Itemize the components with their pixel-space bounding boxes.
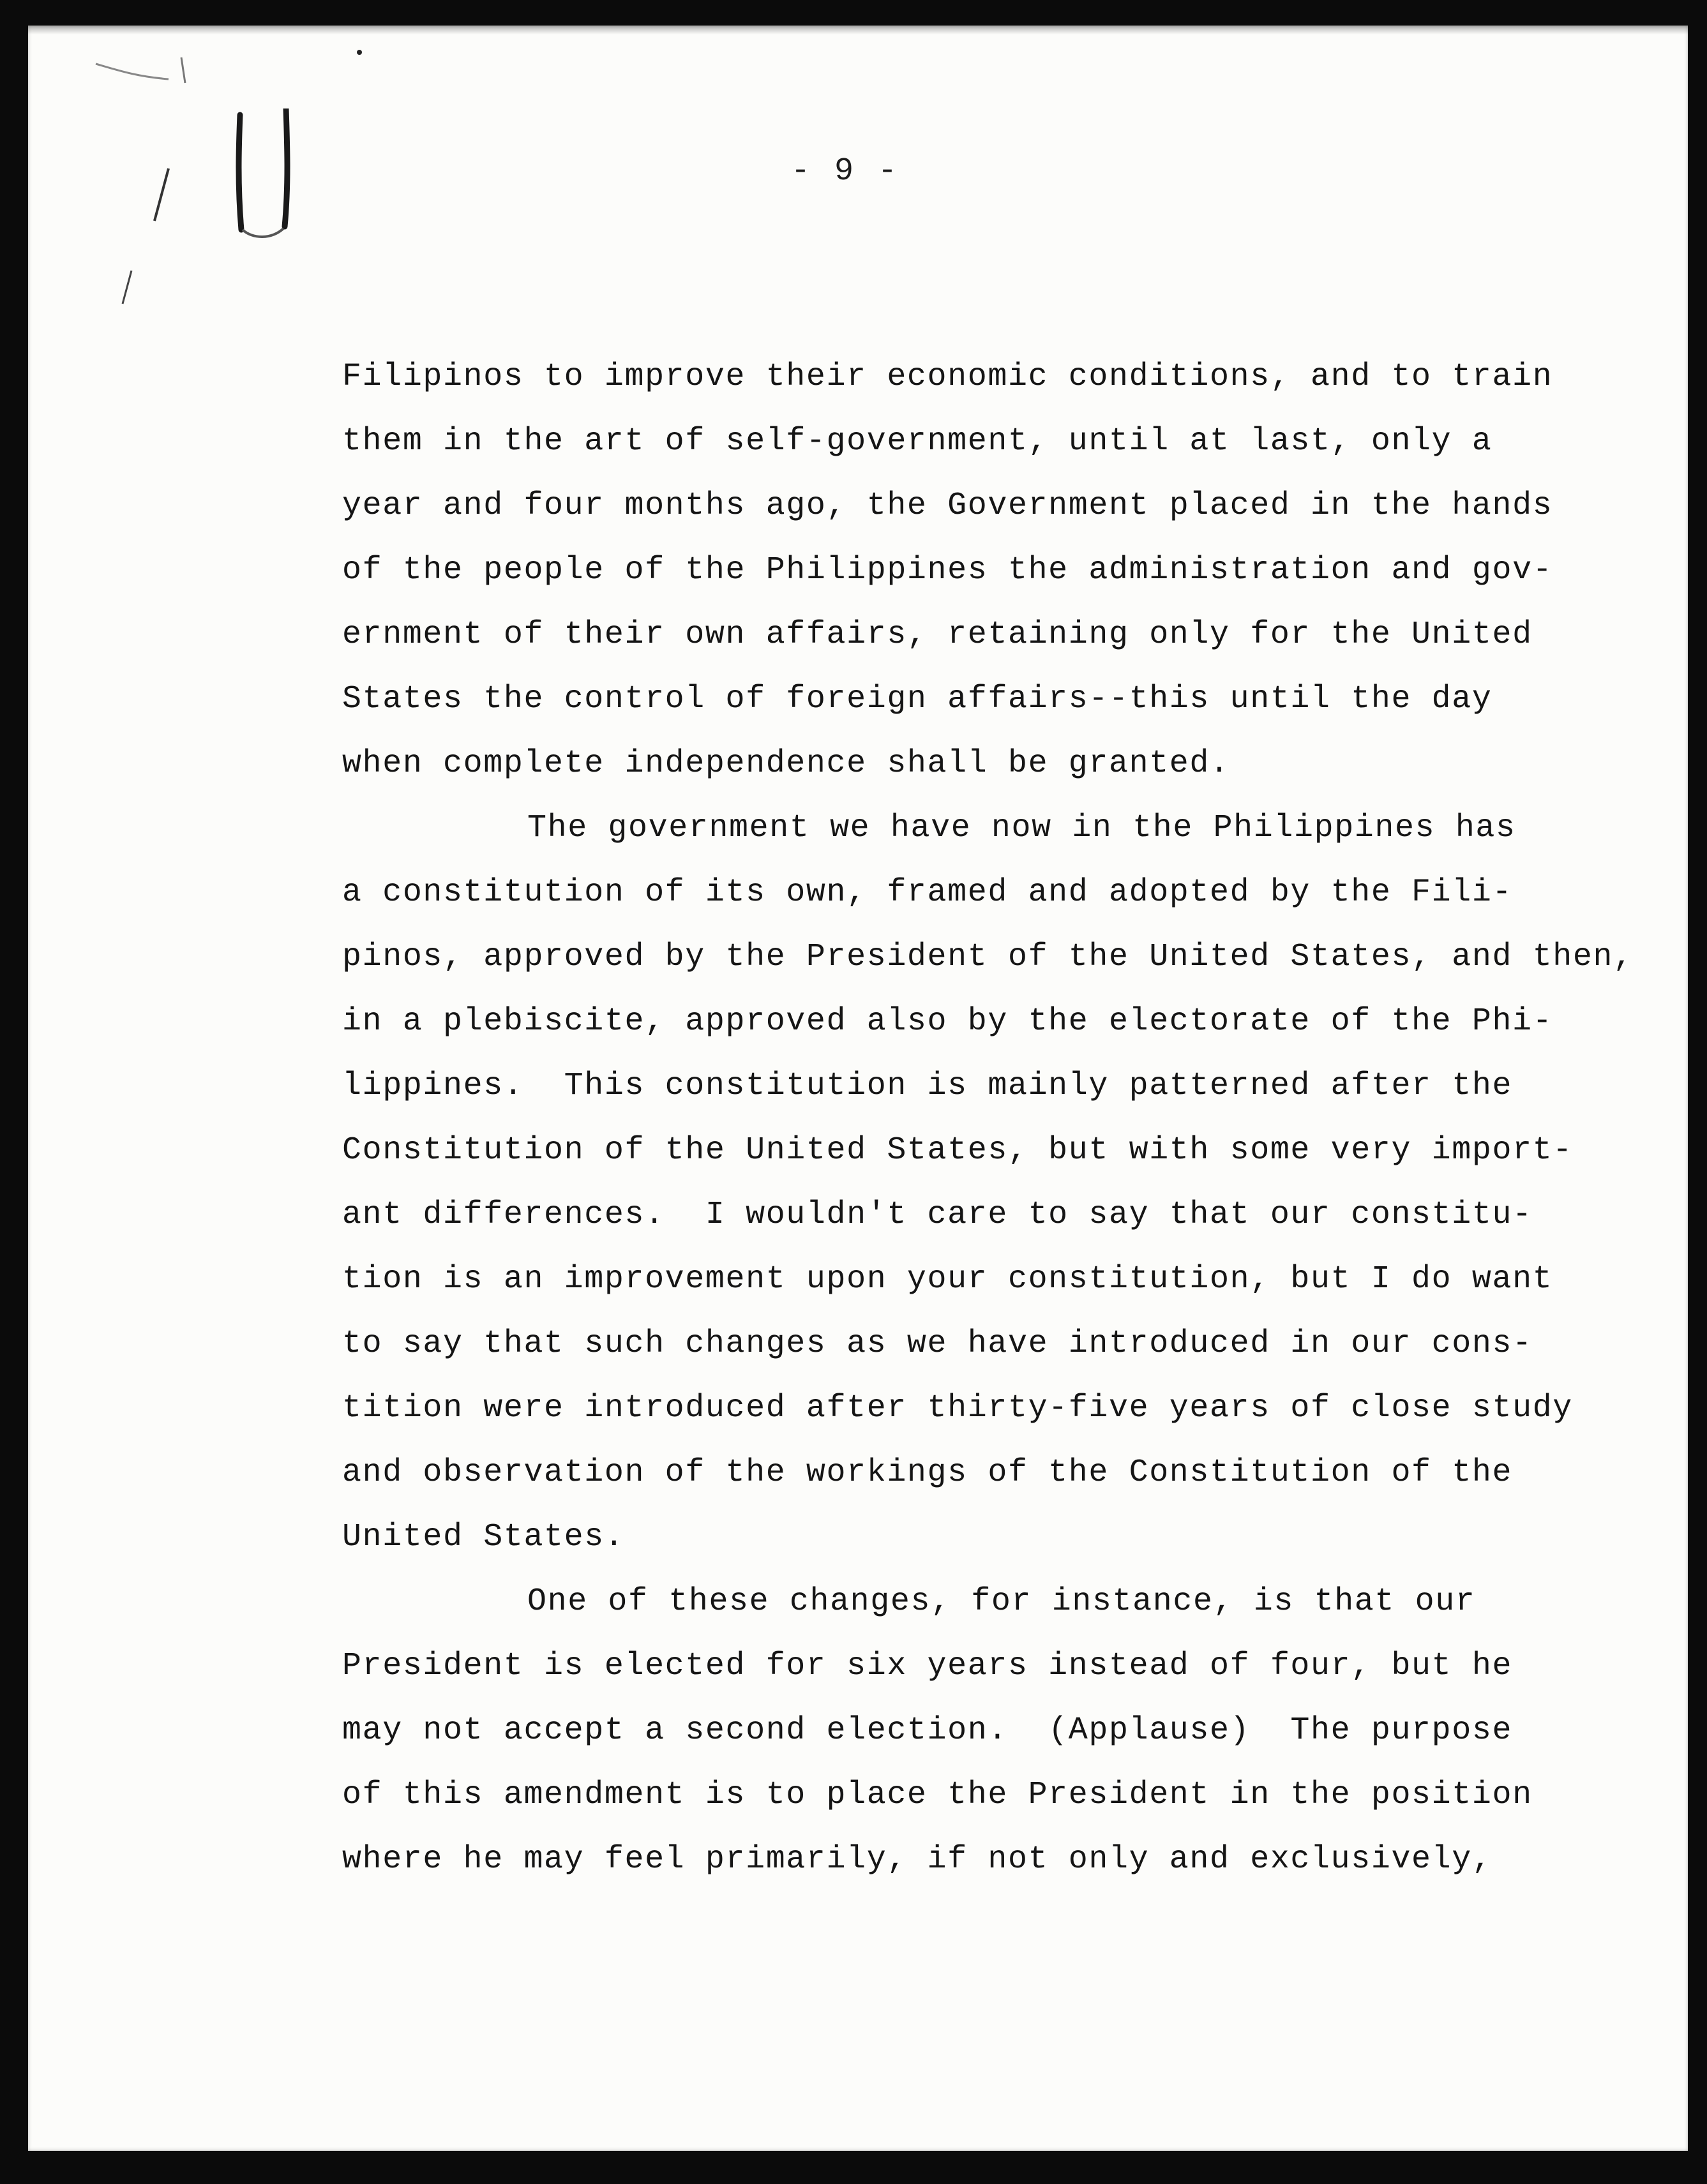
page-number: - 9 - (790, 153, 900, 190)
page-top-edge (28, 26, 1688, 34)
pencil-stroke-mark-2 (111, 268, 137, 306)
text-line: of this amendment is to place the President in the position (342, 1777, 1533, 1813)
text-line: ant differences. I wouldn't care to say that our constitu- (342, 1197, 1533, 1233)
text-line: Constitution of the United States, but with some very import- (342, 1132, 1573, 1169)
text-line: a constitution of its own, framed and adopted by the Fili- (342, 874, 1513, 911)
text-line: President is elected for six years instead of four, but he (342, 1648, 1513, 1684)
text-line: tion is an improvement upon your constitution, but I do want (342, 1261, 1553, 1298)
text-line: States the control of foreign affairs--this until the day (342, 681, 1493, 717)
text-line: where he may feel primarily, if not only and exclusively, (342, 1841, 1493, 1878)
text-line: ernment of their own affairs, retaining only for the United (342, 617, 1533, 653)
text-line: may not accept a second election. (Applause) The purpose (342, 1712, 1513, 1749)
text-line: in a plebiscite, approved also by the electorate of the Phi- (342, 1003, 1553, 1040)
text-line: Filipinos to improve their economic conditions, and to train (342, 359, 1553, 395)
text-line: year and four months ago, the Government placed in the hands (342, 488, 1553, 524)
text-line: lippines. This constitution is mainly patterned after the (342, 1068, 1513, 1104)
document-page (28, 26, 1688, 2151)
text-line: when complete independence shall be granted. (342, 745, 1230, 782)
text-line: tition were introduced after thirty-five years of close study (342, 1390, 1573, 1426)
body-text (342, 345, 1657, 1892)
ink-dot (357, 50, 362, 55)
text-line: United States. (342, 1519, 625, 1555)
text-line: to say that such changes as we have introduced in our cons- (342, 1326, 1533, 1362)
text-line: The government we have now in the Philippines has (527, 810, 1516, 846)
text-line: pinos, approved by the President of the United States, and then, (342, 939, 1634, 975)
text-line: them in the art of self-government, until at last, only a (342, 423, 1493, 460)
text-line: of the people of the Philippines the administration and gov- (342, 552, 1553, 588)
text-line: One of these changes, for instance, is that our (527, 1583, 1476, 1620)
text-line: and observation of the workings of the Constitution of the (342, 1455, 1513, 1491)
scan-smudge-mark (92, 51, 207, 89)
